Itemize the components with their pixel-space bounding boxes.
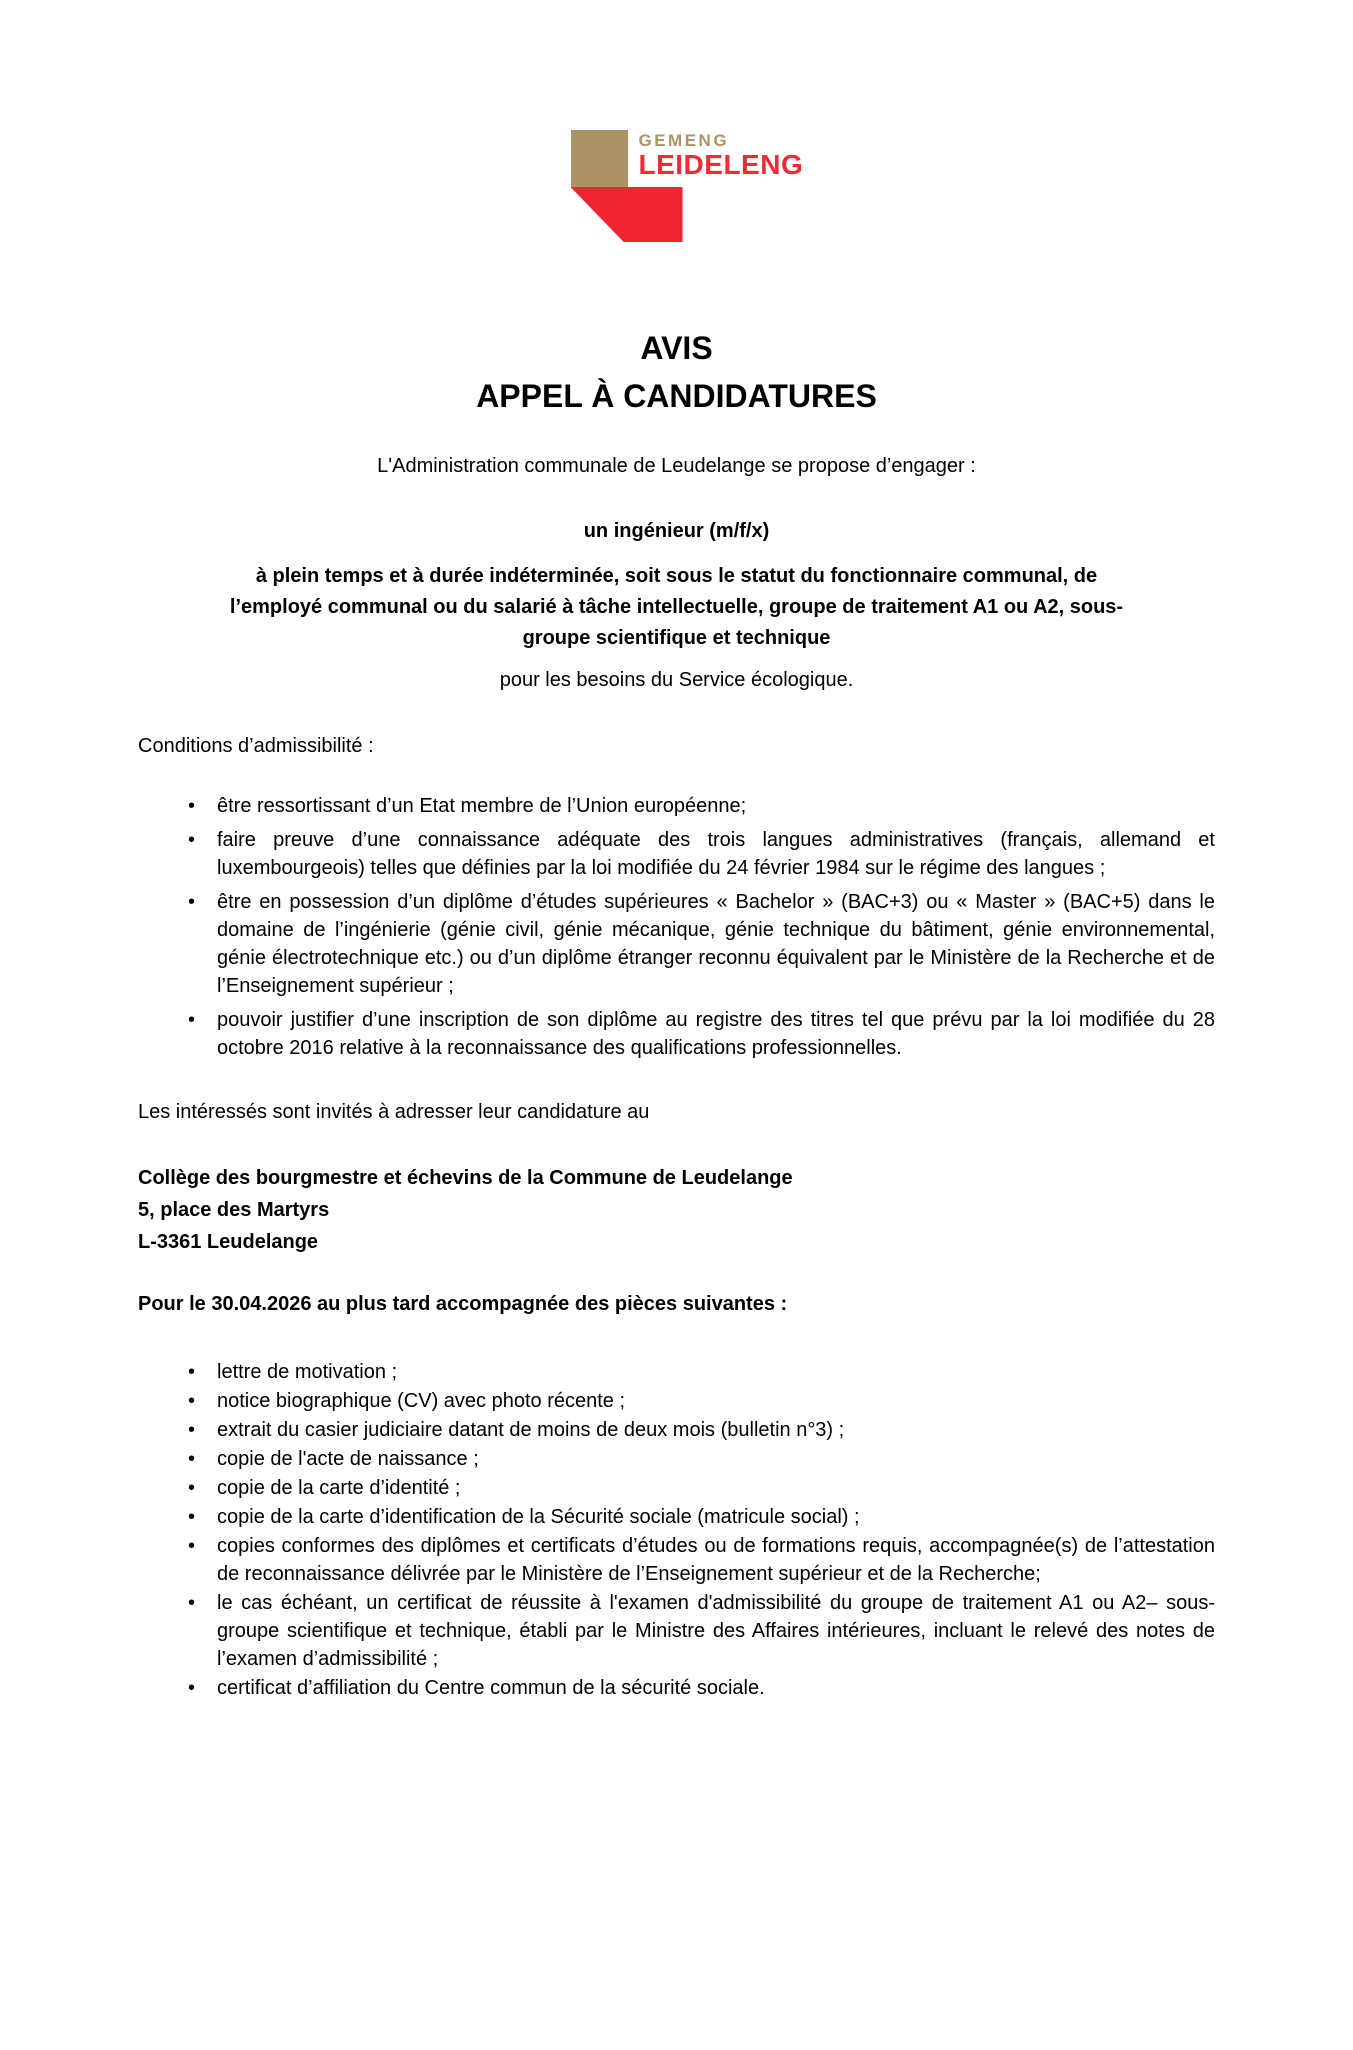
document-item-text: certificat d’affiliation du Centre commun de la sécurité sociale. bbox=[217, 1677, 765, 1699]
document-item-text: copie de la carte d’identification de la Sécurité sociale (matricule social) ; bbox=[217, 1506, 860, 1528]
document-item bbox=[138, 1358, 1215, 1386]
condition-item-text: être ressortissant d’un Etat membre de l’Union européenne; bbox=[217, 795, 747, 817]
bullet-icon: • bbox=[188, 1448, 196, 1470]
bullet-icon: • bbox=[188, 1361, 196, 1383]
condition-item bbox=[138, 1006, 1215, 1062]
address-line: L-3361 Leudelange bbox=[138, 1231, 319, 1253]
logo-text bbox=[639, 131, 804, 178]
condition-item-text: pouvoir justifier d’une inscription de son diplôme au registre des titres tel que prévu par la loi modifiée du 28 octobre 2016 relative à la reconnaissance des qualifications professionnelles. bbox=[217, 1009, 1215, 1059]
bullet-icon: • bbox=[188, 1419, 196, 1441]
bullet-icon: • bbox=[188, 795, 196, 817]
document-item bbox=[138, 1474, 1215, 1502]
document-item bbox=[138, 1532, 1215, 1588]
address-line: 5, place des Martyrs bbox=[138, 1199, 330, 1221]
logo-red-flag-shape bbox=[571, 187, 683, 242]
bullet-icon: • bbox=[188, 829, 196, 851]
logo-leideleng-label: LEIDELENG bbox=[638, 149, 804, 180]
document-item bbox=[138, 1416, 1215, 1444]
document-page bbox=[0, 130, 1353, 1702]
address-line: Collège des bourgmestre et échevins de la Commune de Leudelange bbox=[138, 1167, 793, 1189]
document-item-text: le cas échéant, un certificat de réussite à l'examen d'admissibilité du groupe de traitement A1 ou A2– sous-groupe scientifique et technique, établi par le Ministre des Affaires intérieures, incluant le relevé des notes de l’examen d’admissibilité ; bbox=[217, 1592, 1215, 1670]
position-title: un ingénieur (m/f/x) bbox=[583, 520, 770, 542]
conditions-list bbox=[138, 792, 1215, 1062]
bullet-icon: • bbox=[188, 1506, 196, 1528]
commune-logo bbox=[571, 130, 804, 242]
logo-gemeng-label: GEMENG bbox=[638, 131, 730, 150]
document-item-text: copies conformes des diplômes et certificats d’études ou de formations requis, accompagnée(s) de l’attestation de reconnaissance délivrée par le Ministère de l’Enseignement supérieur et de la Recherche; bbox=[217, 1535, 1215, 1585]
document-item bbox=[138, 1445, 1215, 1473]
condition-item-text: faire preuve d’une connaissance adéquate des trois langues administratives (français, allemand et luxembourgeois) telles que définies par la loi modifiée du 24 février 1984 sur le régime des langues ; bbox=[217, 829, 1215, 879]
document-item bbox=[138, 1387, 1215, 1415]
document-item-text: copie de la carte d’identité ; bbox=[217, 1477, 461, 1499]
document-item bbox=[138, 1503, 1215, 1531]
title-line-appel: APPEL À CANDIDATURES bbox=[476, 378, 877, 414]
logo-gold-square bbox=[571, 130, 628, 187]
bullet-icon: • bbox=[188, 1677, 196, 1699]
bullet-icon: • bbox=[188, 1477, 196, 1499]
terms-line: groupe scientifique et technique bbox=[522, 627, 831, 649]
condition-item bbox=[138, 792, 1215, 820]
documents-list bbox=[138, 1358, 1215, 1702]
document-title bbox=[138, 324, 1215, 420]
title-line-avis: AVIS bbox=[640, 330, 713, 366]
terms-line: l’employé communal ou du salarié à tâche intellectuelle, groupe de traitement A1 ou A2, sous- bbox=[229, 596, 1124, 618]
condition-item bbox=[138, 888, 1215, 1000]
apply-intro-line: Les intéressés sont invités à adresser leur candidature au bbox=[138, 1101, 650, 1123]
document-item-text: lettre de motivation ; bbox=[217, 1361, 398, 1383]
condition-item bbox=[138, 826, 1215, 882]
intro-line: L'Administration communale de Leudelange se propose d’engager : bbox=[377, 455, 976, 477]
document-item-text: copie de l'acte de naissance ; bbox=[217, 1448, 479, 1470]
service-line: pour les besoins du Service écologique. bbox=[499, 669, 854, 691]
bullet-icon: • bbox=[188, 891, 196, 913]
bullet-icon: • bbox=[188, 1390, 196, 1412]
terms-line: à plein temps et à durée indéterminée, soit sous le statut du fonctionnaire communal, de bbox=[255, 565, 1098, 587]
document-item-text: notice biographique (CV) avec photo récente ; bbox=[217, 1390, 626, 1412]
conditions-heading: Conditions d’admissibilité : bbox=[138, 735, 374, 757]
document-item bbox=[138, 1589, 1215, 1673]
bullet-icon: • bbox=[188, 1535, 196, 1557]
terms-block bbox=[138, 561, 1215, 654]
bullet-icon: • bbox=[188, 1009, 196, 1031]
document-item-text: extrait du casier judiciaire datant de moins de deux mois (bulletin n°3) ; bbox=[217, 1419, 845, 1441]
bullet-icon: • bbox=[188, 1592, 196, 1614]
document-item bbox=[138, 1674, 1215, 1702]
address-block bbox=[138, 1162, 1215, 1258]
condition-item-text: être en possession d’un diplôme d’études supérieures « Bachelor » (BAC+3) ou « Master » (BAC+5) dans le domaine de l’ingénierie (génie civil, génie mécanique, génie technique du bâtiment, génie environnemental, génie électrotechnique etc.) ou d’un diplôme étranger reconnu équivalent par le Ministère de la Recherche et de l’Enseignement supérieur ; bbox=[217, 891, 1215, 997]
deadline-line: Pour le 30.04.2026 au plus tard accompagnée des pièces suivantes : bbox=[138, 1293, 788, 1315]
